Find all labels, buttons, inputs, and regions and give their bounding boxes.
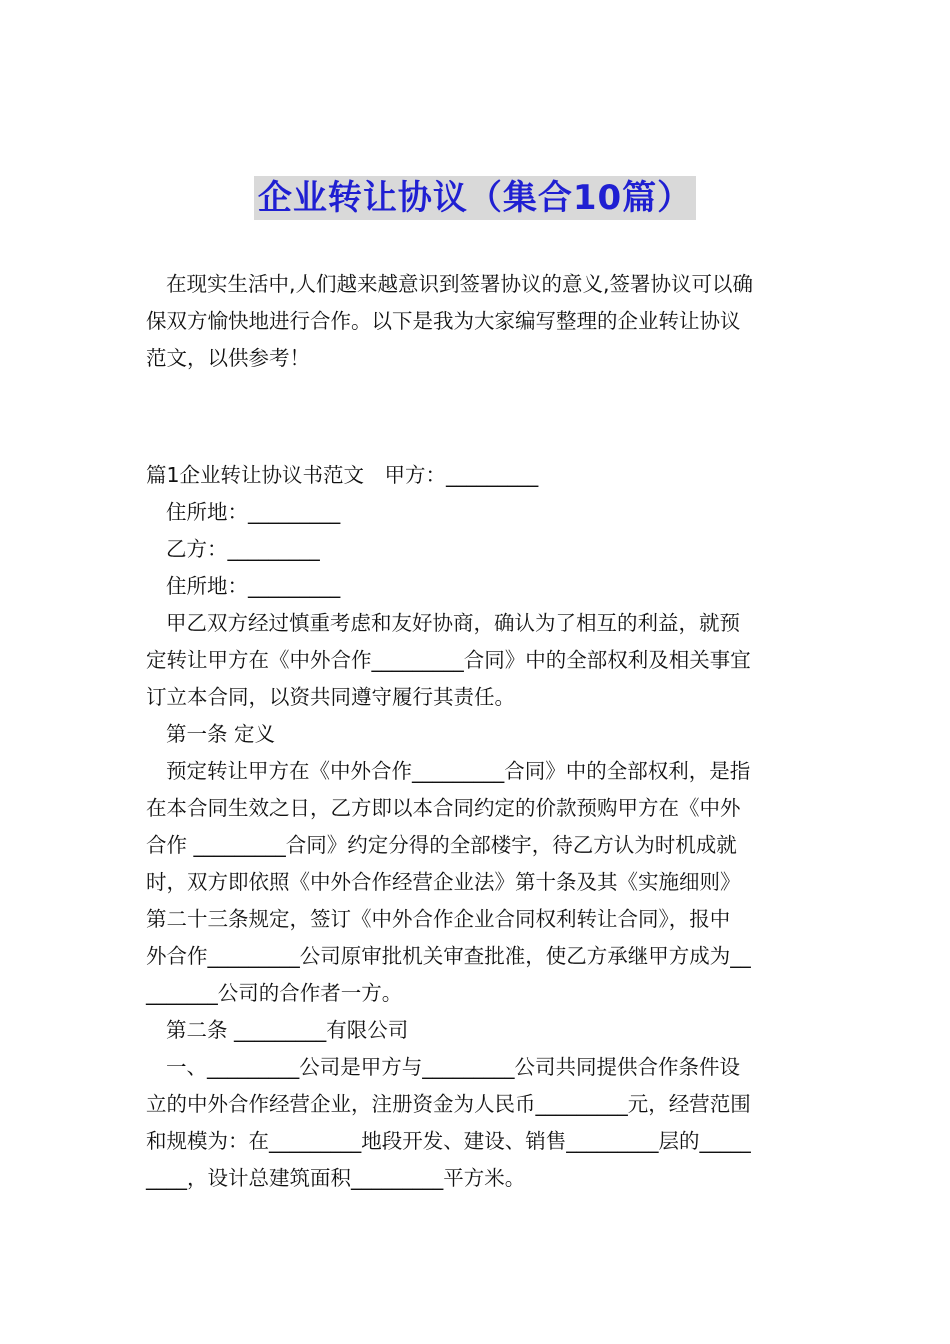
- body-line: 一、_________公司是甲方与_________公司共同提供合作条件设: [166, 1055, 740, 1079]
- title-container: [0, 176, 950, 220]
- body-line: 订立本合同，以资共同遵守履行其责任。: [146, 685, 515, 709]
- body-line: 在本合同生效之日，乙方即以本合同约定的价款预购甲方在《中外: [146, 796, 741, 820]
- intro-line: 保双方愉快地进行合作。以下是我为大家编写整理的企业转让协议: [146, 309, 741, 333]
- address-field-line: 住所地：_________: [166, 574, 341, 598]
- body-line: 立的中外合作经营企业，注册资金为人民币_________元，经营范围: [146, 1092, 751, 1116]
- article-heading: 第一条 定义: [166, 722, 276, 746]
- party-b-field-line: 乙方：_________: [166, 537, 320, 561]
- body-line: 外合作_________公司原审批机关审查批准，使乙方承继甲方成为__: [146, 944, 751, 968]
- body-line: 甲乙双方经过慎重考虑和友好协商，确认为了相互的利益，就预: [166, 611, 740, 635]
- article-heading: 第二条 _________有限公司: [166, 1018, 409, 1042]
- document-body: [146, 266, 808, 1197]
- body-line: 预定转让甲方在《中外合作_________合同》中的全部权利，是指: [166, 759, 751, 783]
- section-heading-line: 篇1企业转让协议书范文 甲方：_________: [146, 463, 539, 487]
- address-field-line: 住所地：_________: [166, 500, 341, 524]
- body-line: 合作 _________合同》约定分得的全部楼宇，待乙方认为时机成就: [146, 833, 737, 857]
- document-title: 企业转让协议（集合10篇）: [254, 176, 696, 220]
- body-line: 定转让甲方在《中外合作_________合同》中的全部权利及相关事宜: [146, 648, 751, 672]
- spacer: [146, 377, 808, 457]
- body-line: 时，双方即依照《中外合作经营企业法》第十条及其《实施细则》: [146, 870, 741, 894]
- body-line: 第二十三条规定，签订《中外合作企业合同权利转让合同》，报中: [146, 907, 731, 931]
- intro-line: 在现实生活中,人们越来越意识到签署协议的意义,签署协议可以确: [166, 272, 754, 296]
- intro-line: 范文，以供参考！: [146, 346, 310, 370]
- body-line: _______公司的合作者一方。: [146, 981, 403, 1005]
- body-line: ____，设计总建筑面积_________平方米。: [146, 1166, 526, 1190]
- body-line: 和规模为：在_________地段开发、建设、销售_________层的_____: [146, 1129, 751, 1153]
